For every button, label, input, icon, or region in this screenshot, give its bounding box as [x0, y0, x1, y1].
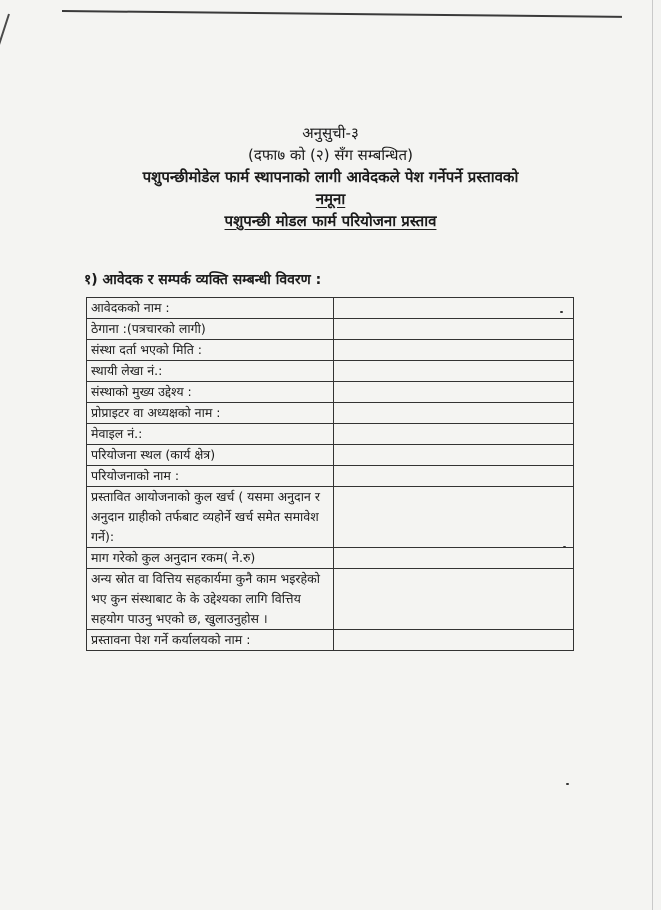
table-row [87, 361, 574, 382]
scan-speck [566, 783, 569, 785]
requested-grant-label: माग गरेको कुल अनुदान रकम( ने.रु) [87, 548, 334, 569]
total-cost-label: प्रस्तावित आयोजनाको कुल खर्च ( यसमा अनुदान र अनुदान ग्राहीको तर्फबाट व्यहोर्ने खर्च समेत समावेश गर्ने): [87, 487, 334, 548]
submitting-office-value[interactable] [334, 630, 574, 651]
scan-edge-top [62, 10, 622, 18]
section-1-title: १) आवेदक र सम्पर्क व्यक्ति सम्बन्धी विवरण : [84, 272, 322, 288]
table-row [87, 630, 574, 651]
requested-grant-value[interactable] [334, 548, 574, 569]
submitting-office-label: प्रस्तावना पेश गर्ने कर्यालयको नाम : [87, 630, 334, 651]
other-funding-label: अन्य स्रोत वा वित्तिय सहकार्यमा कुनै काम भइरहेको भए कुन संस्थाबाट के के उद्देश्यका लागि वित्तिय सहयोग पाउनु भएको छ, खुलाउनुहोस । [87, 569, 334, 630]
project-site-label: परियोजना स्थल (कार्य क्षेत्र) [87, 445, 334, 466]
registration-date-label: संस्था दर्ता भएको मिति : [87, 340, 334, 361]
applicant-name-value[interactable] [334, 298, 574, 319]
mobile-number-label: मेवाइल नं.: [87, 424, 334, 445]
pan-number-value[interactable] [334, 361, 574, 382]
table-row [87, 340, 574, 361]
applicant-details-table [86, 297, 574, 651]
total-cost-value[interactable] [334, 487, 574, 548]
project-name-label: परियोजनाको नाम : [87, 466, 334, 487]
address-value[interactable] [334, 319, 574, 340]
table-row [87, 548, 574, 569]
table-row [87, 319, 574, 340]
table-row [87, 403, 574, 424]
address-label: ठेगाना :(पत्रचारको लागी) [87, 319, 334, 340]
proprietor-name-value[interactable] [334, 403, 574, 424]
project-site-value[interactable] [334, 445, 574, 466]
main-objective-value[interactable] [334, 382, 574, 403]
document-heading [0, 122, 661, 232]
project-name-value[interactable] [334, 466, 574, 487]
sample-heading: नमूना [315, 190, 346, 208]
applicant-name-label: आवेदकको नाम : [87, 298, 334, 319]
schedule-heading: अनुसुची-३ [302, 124, 359, 142]
table-row [87, 466, 574, 487]
table-row [87, 445, 574, 466]
table-row [87, 424, 574, 445]
pan-number-label: स्थायी लेखा नं.: [87, 361, 334, 382]
main-objective-label: संस्थाको मुख्य उद्देश्य : [87, 382, 334, 403]
proprietor-name-label: प्रोप्राइटर वा अध्यक्षको नाम : [87, 403, 334, 424]
table-row [87, 382, 574, 403]
table-row [87, 298, 574, 319]
project-proposal-heading: पशुपन्छी मोडल फार्म परियोजना प्रस्ताव [224, 212, 437, 230]
proposal-title: पशुपन्छीमोडेल फार्म स्थापनाको लागी आवेदकले पेश गर्नेपर्ने प्रस्तावको [142, 168, 519, 186]
related-section-heading: (दफा७ को (२) सँग सम्बन्धित) [248, 146, 413, 164]
mobile-number-value[interactable] [334, 424, 574, 445]
other-funding-value[interactable] [334, 569, 574, 630]
registration-date-value[interactable] [334, 340, 574, 361]
scan-edge-left [0, 14, 10, 129]
table-row [87, 487, 574, 548]
table-row [87, 569, 574, 630]
